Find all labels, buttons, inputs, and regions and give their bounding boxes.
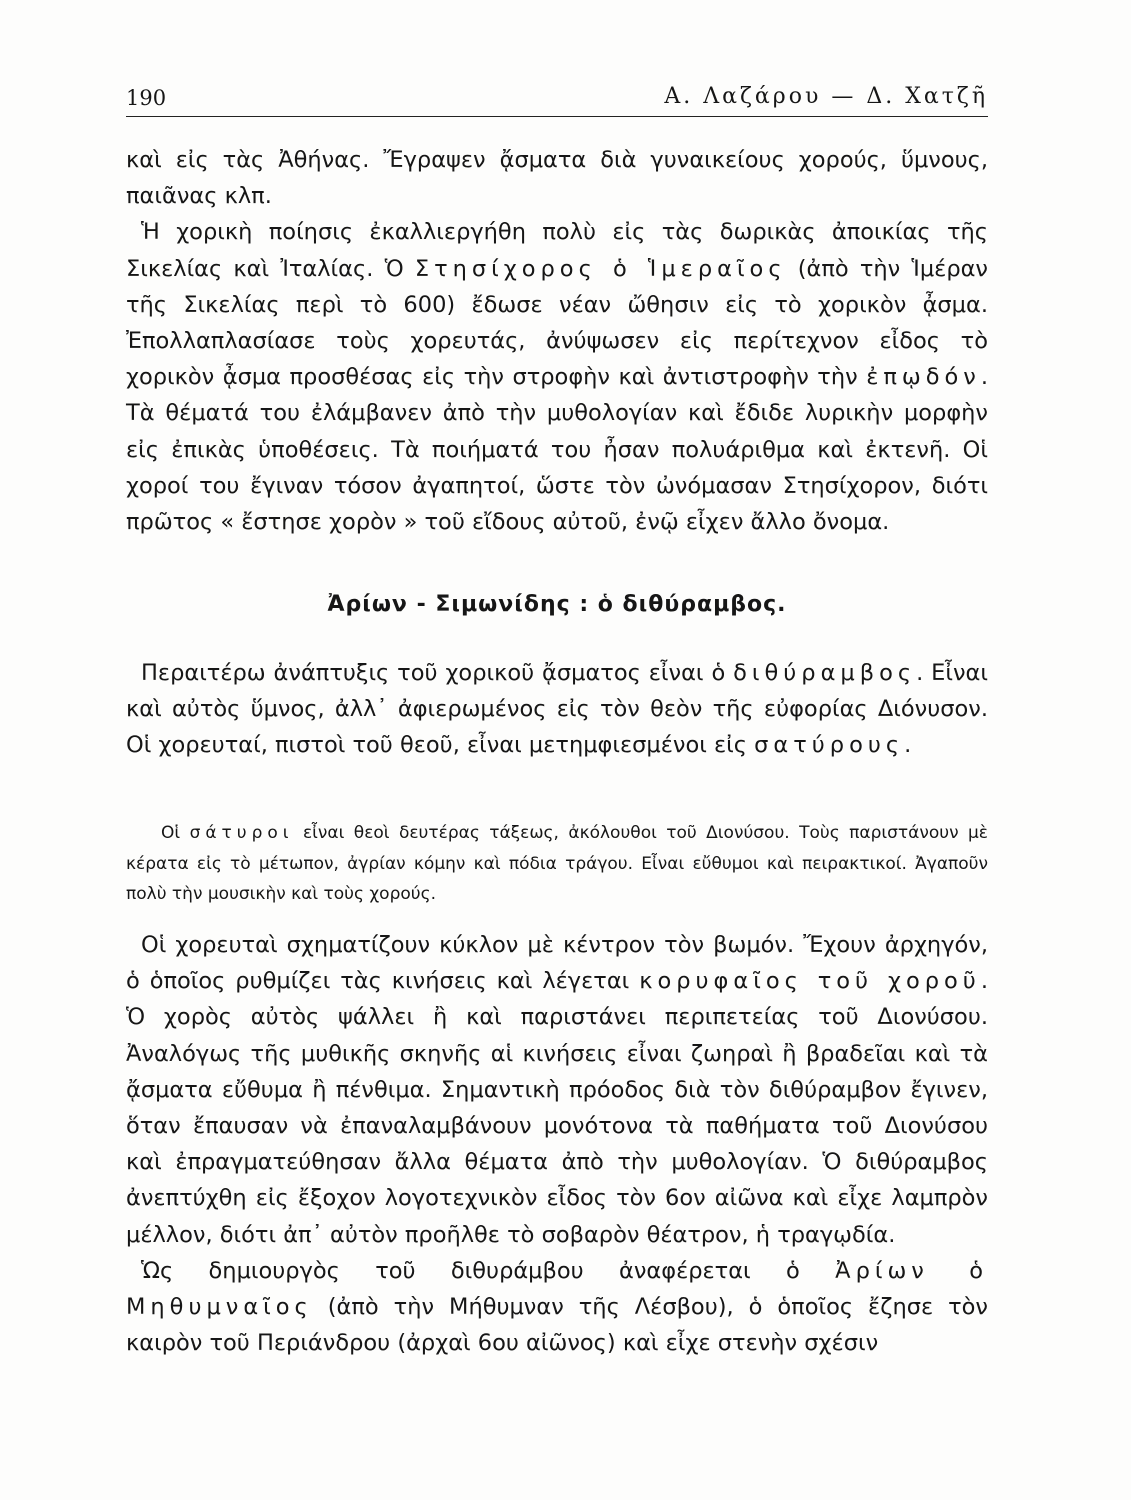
section-dithyramb-detail [126,927,988,1361]
paragraph [126,214,988,540]
emphasized-term: κορυφαῖος τοῦ χοροῦ [639,968,981,995]
paragraph-text: καὶ εἰς τὰς Ἀθήνας. Ἔγραψεν ᾄσματα διὰ γυναικείους χορούς, ὕμνους, παιᾶνας κλπ. [126,147,988,210]
paragraph-text: (ἀπὸ τὴν Μήθυμναν τῆς Λέσβου), ὁ ὁποῖος ἔζησε τὸν καιρὸν τοῦ Περιάνδρου (ἀρχαὶ 6ου αἰῶνος) καὶ εἶχε στενὴν σχέσιν [126,1294,988,1357]
paragraph-text: (ἀπὸ τὴν Ἱμέραν τῆς Σικελίας περὶ τὸ 600) ἔδωσε νέαν ὤθησιν εἰς τὸ χορικὸν ᾆσμα. Ἐπολλαπλασίασε τοὺς χορευτάς, ἀνύψωσεν εἰς περίτεχνον εἶδος τὸ χορικὸν ᾆσμα προσθέσας εἰς τὴν στροφὴν καὶ ἀντιστροφὴν τὴν [126,255,988,391]
running-head: Α. Λαζάρου — Δ. Χατζῆ [664,84,988,109]
paragraph-text: Ἡ χορικὴ ποίησις ἐκαλλιεργήθη πολὺ εἰς τὰς δωρικὰς ἀποικίας τῆς Σικελίας καὶ Ἰταλίας. Ὁ [126,219,988,282]
footnote-paragraph [126,818,988,910]
emphasized-term: σάτυροι [189,823,294,843]
page-number: 190 [126,86,167,110]
paragraph [126,927,988,1253]
footnote [126,818,988,910]
emphasized-term: σατύρους [754,732,905,759]
paragraph-text: Οἱ χορευταὶ σχηματίζουν κύκλον μὲ κέντρον τὸν βωμόν. Ἔχουν ἀρχηγόν, ὁ ὁποῖος ρυθμίζει τὰς κινήσεις καὶ λέγεται [126,932,988,995]
section-stesichorus [126,142,988,540]
paragraph [126,655,988,764]
paragraph-text: Ὡς δημιουργὸς τοῦ διθυράμβου ἀναφέρεται ὁ [141,1257,836,1284]
emphasized-name: Ἀρίων ὁ Μηθυμναῖος [126,1257,988,1321]
page-header [126,84,988,117]
emphasized-term: διθύραμβος [733,660,917,686]
section-dithyramb-intro [126,655,988,764]
paragraph-text: Περαιτέρω ἀνάπτυξις τοῦ χορικοῦ ᾄσματος εἶναι ὁ [141,660,734,686]
paragraph-text: . Ὁ χορὸς αὐτὸς ψάλλει ἢ καὶ παριστάνει περιπετείας τοῦ Διονύσου. Ἀναλόγως τῆς μυθικῆς σκηνῆς αἱ κινήσεις εἶναι ζωηραὶ ἢ βραδεῖαι καὶ τὰ ᾄσματα εὔθυμα ἢ πένθιμα. Σημαντικὴ πρόοδος διὰ τὸν διθύραμβον ἔγινεν, ὅταν ἔπαυσαν νὰ ἐπαναλαμβάνουν μονότονα τὰ παθήματα τοῦ Διονύσου καὶ ἐπραγματεύθησαν ἄλλα θέματα ἀπὸ τὴν μυθολογίαν. Ὁ διθύραμβος ἀνεπτύχθη εἰς ἔξοχον λογοτεχνικὸν εἶδος τὸν 6ον αἰῶνα καὶ εἶχε λαμπρὸν μέλλον, διότι ἀπ᾽ αὐτὸν προῆλθε τὸ σοβαρὸν θέατρον, ἡ τραγῳδία. [126,968,988,1248]
paragraph-text: . [904,732,912,759]
section-heading: Ἀρίων - Σιμωνίδης : ὁ διθύραμβος. [327,592,787,617]
paragraph [126,142,988,214]
footnote-text: Οἱ [161,823,190,843]
paragraph-text: . Εἶναι καὶ αὐτὸς ὕμνος, ἀλλ᾽ ἀφιερωμένος εἰς τὸν θεὸν τῆς εὐφορίας Διόνυσον. Οἱ χορευταί, πιστοὶ τοῦ θεοῦ, εἶναι μετημφιεσμένοι εἰς [126,660,988,759]
emphasized-name: Στησίχορος ὁ Ἱμεραῖος [414,255,787,282]
emphasized-term: ἐπῳδόν [866,364,981,391]
footnote-text: εἶναι θεοὶ δευτέρας τάξεως, ἀκόλουθοι τοῦ Διονύσου. Τοὺς παριστάνουν μὲ κέρατα εἰς τὸ μέτωπον, ἀγρίαν κόμην καὶ πόδια τράγου. Εἶναι εὔθυμοι καὶ πειρακτικοί. Ἀγαποῦν πολὺ τὴν μουσικὴν καὶ τοὺς χορούς. [126,823,988,904]
paragraph-text: . Τὰ θέματά του ἐλάμβανεν ἀπὸ τὴν μυθολογίαν καὶ ἔδιδε λυρικὴν μορφὴν εἰς ἐπικὰς ὑποθέσεις. Τὰ ποιήματά του ἦσαν πολυάριθμα καὶ ἐκτενῆ. Οἱ χοροί του ἔγιναν τόσον ἀγαπητοί, ὥστε τὸν ὠνόμασαν Στησίχορον, διότι πρῶτος « ἔστησε χορὸν » τοῦ εἴδους αὐτοῦ, ἐνῷ εἶχεν ἄλλο ὄνομα. [126,364,988,536]
paragraph [126,1253,988,1362]
